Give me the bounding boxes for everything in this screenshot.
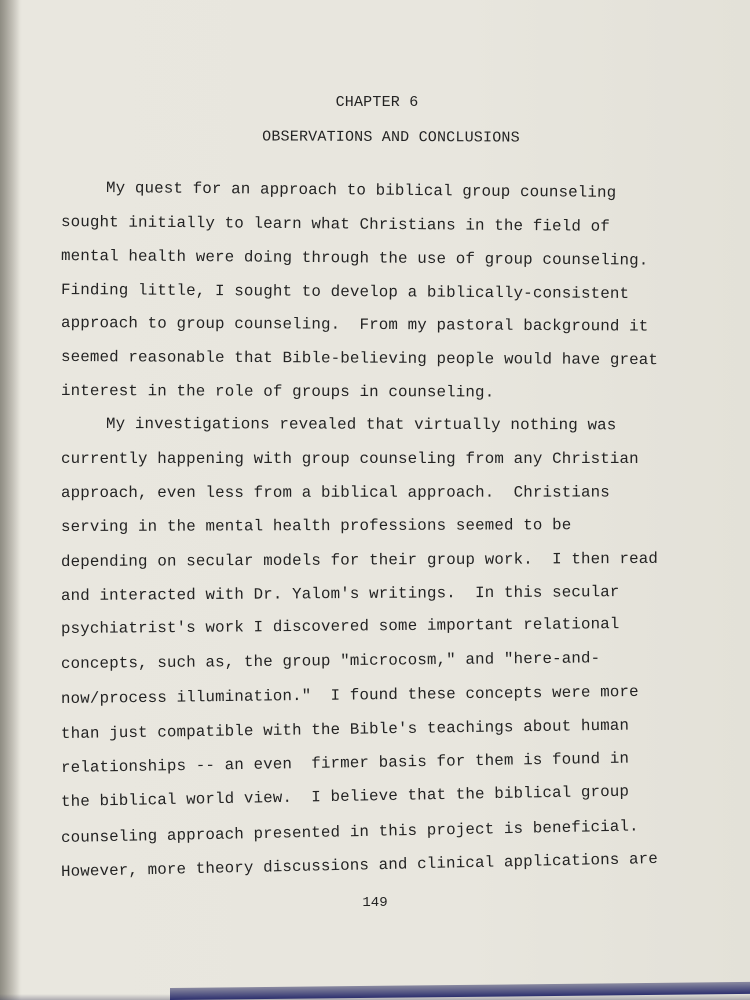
text-line: counseling approach presented in this project is beneficial. [60,817,639,847]
text-line: and interacted with Dr. Yalom's writings. In this secular [60,583,620,605]
text-line: depending on secular models for their group work. I then read [60,549,659,571]
page-number: 149 [362,895,388,911]
chapter-title: OBSERVATIONS AND CONCLUSIONS [262,128,520,147]
text-line: approach, even less from a biblical approach. Christians [60,483,610,502]
text-line: psychiatrist's work I discovered some important relational [60,615,620,638]
text-line: than just compatible with the Bible's teachings about human [60,716,630,743]
text-line: relationships -- an even firmer basis for them is found in [60,749,630,777]
text-line: mental health were doing through the use of group counseling. [60,247,649,270]
text-line: Finding little, I sought to develop a biblically-consistent [60,281,630,303]
text-line: now/process illumination." I found these concepts were more [60,682,639,708]
text-line: However, more theory discussions and clinical applications are [60,849,659,881]
text-line: serving in the mental health professions seemed to be [60,516,572,536]
text-line: currently happening with group counseling from any Christian [61,450,639,468]
text-line: interest in the role of groups in counseling. [60,382,495,402]
text-line: My quest for an approach to biblical group counseling [105,179,617,202]
text-line: sought initially to learn what Christians in the field of [60,213,610,236]
text-line: the biblical world view. I believe that the biblical group [60,782,630,811]
text-line: approach to group counseling. From my pastoral background it [60,314,649,336]
chapter-label: CHAPTER 6 [335,94,419,111]
text-line: concepts, such as, the group "microcosm," and "here-and- [60,649,601,673]
text-line: seemed reasonable that Bible-believing people would have great [60,348,659,370]
text-line: My investigations revealed that virtually nothing was [105,415,617,435]
